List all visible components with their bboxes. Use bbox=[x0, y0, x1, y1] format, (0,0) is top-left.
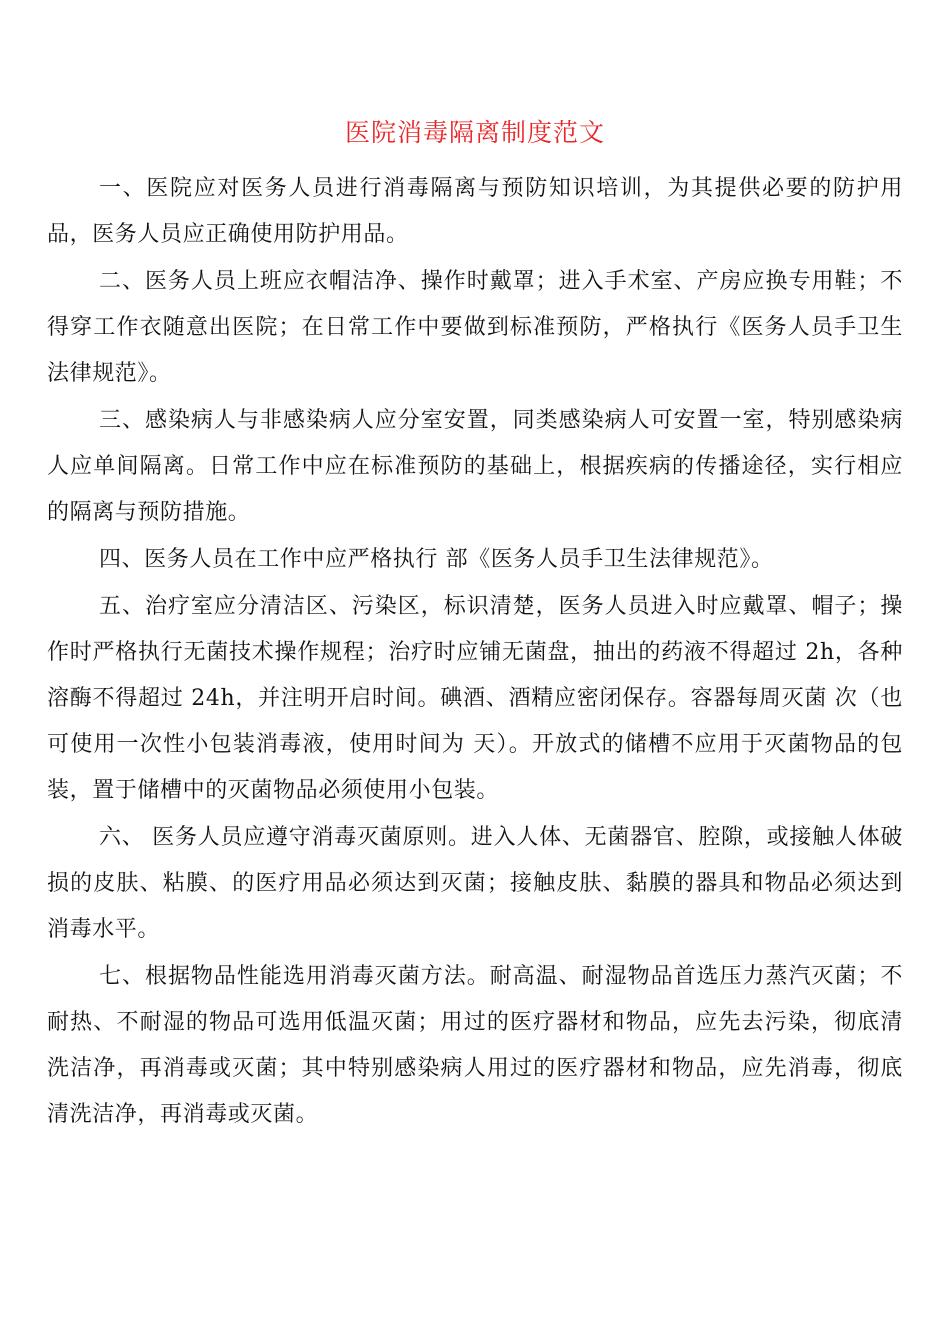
paragraph-4: 四、医务人员在工作中应严格执行 部《医务人员手卫生法律规范》。 bbox=[99, 547, 774, 572]
paragraph-6: 六、 医务人员应遵守消毒灭菌原则。进入人体、无菌器官、腔隙，或接触人体破损的皮肤、粘膜、的医疗用品必须达到灭菌；接触皮肤、黏膜的器具和物品必须达到消毒水平。 bbox=[47, 825, 903, 942]
paragraph-3: 三、感染病人与非感染病人应分室安置，同类感染病人可安置一室，特别感染病人应单间隔离。日常工作中应在标准预防的基础上，根据疾病的传播途径，实行相应的隔离与预防措施。 bbox=[47, 408, 903, 525]
paragraph-7: 七、根据物品性能选用消毒灭菌方法。耐高温、耐湿物品首选压力蒸汽灭菌；不耐热、不耐湿的物品可选用低温灭菌；用过的医疗器材和物品，应先去污染，彻底清洗洁净，再消毒或灭菌；其中特别感染病人用过的医疗器材和物品，应先消毒，彻底清洗洁净，再消毒或灭菌。 bbox=[47, 964, 903, 1127]
paragraph-5: 五、治疗室应分清洁区、污染区，标识清楚，医务人员进入时应戴罩、帽子；操作时严格执行无菌技术操作规程；治疗时应铺无菌盘，抽出的药液不得超过 2h，各种溶酶不得超过 24h，并注明开启时间。碘酒、酒精应密闭保存。容器每周灭菌 次（也可使用一次性小包装消毒液，使用时间为 天）。开放式的储槽不应用于灭菌物品的包装，置于储槽中的灭菌物品必须使用小包装。 bbox=[47, 594, 903, 803]
paragraph-2: 二、医务人员上班应衣帽洁净、操作时戴罩；进入手术室、产房应换专用鞋；不得穿工作衣随意出医院；在日常工作中要做到标准预防，严格执行《医务人员手卫生法律规范》。 bbox=[47, 269, 903, 386]
document-body bbox=[47, 166, 903, 1139]
paragraph-1: 一、医院应对医务人员进行消毒隔离与预防知识培训，为其提供必要的防护用品，医务人员应正确使用防护用品。 bbox=[47, 176, 903, 247]
document-title: 医院消毒隔离制度范文 bbox=[344, 118, 605, 147]
